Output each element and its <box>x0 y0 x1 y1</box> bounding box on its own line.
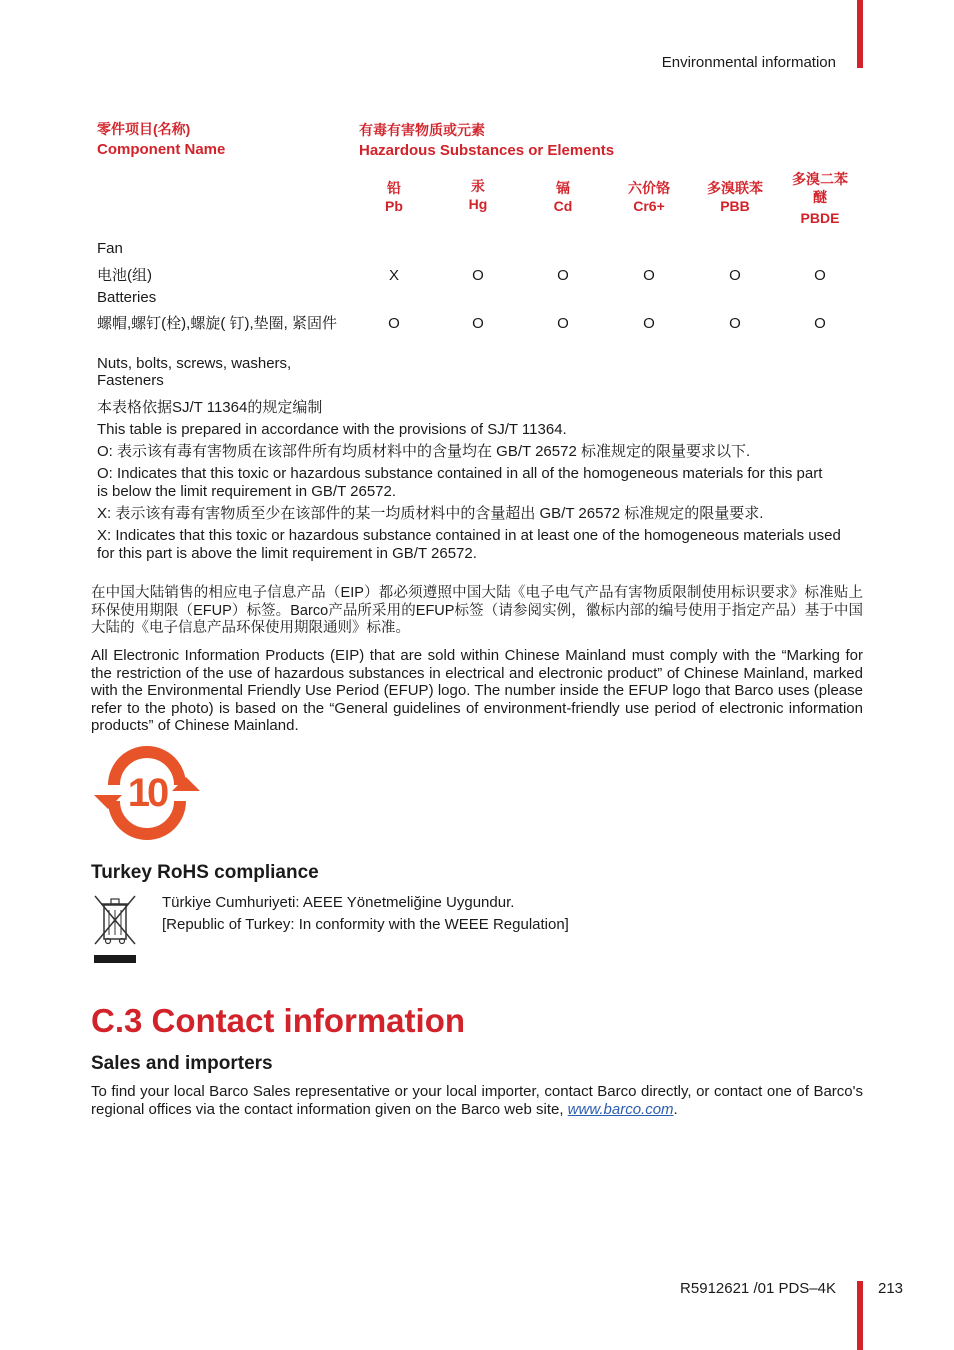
mark-fasteners-pbde: O <box>814 315 826 332</box>
mark-batteries-pb: X <box>388 267 399 284</box>
mark-batteries-cr6: O <box>643 267 655 284</box>
component-header-cn: 零件项目(名称) <box>97 121 191 137</box>
sales-importers-heading: Sales and importers <box>91 1053 273 1074</box>
mark-batteries-pbde: O <box>814 267 826 284</box>
substance-header-cr6: 六价铬 Cr6+ <box>628 180 670 214</box>
mark-batteries-cd: O <box>557 267 569 284</box>
efup-paragraph-cn: 在中国大陆销售的相应电子信息产品（EIP）都必须遵照中国大陆《电子电气产品有害物质限制使用标识要求》标准贴上环保使用期限（EFUP）标签。Barco产品所采用的EFUP标签（请参阅实例，徽标内部的编号使用于指定产品）基于中国大陆的《电子信息产品环保使用期限通则》标准。 <box>91 585 863 636</box>
barco-website-link[interactable]: www.barco.com <box>567 1100 674 1118</box>
contact-paragraph <box>91 1083 863 1118</box>
substance-header-pbde: 多溴二苯醚 PBDE <box>792 171 848 226</box>
note-standard-cn: 本表格依据SJ/T 11364的规定编制 <box>97 399 323 416</box>
mark-fasteners-hg: O <box>472 315 484 332</box>
footer-doc-ref: R5912621 /01 PDS–4K <box>680 1280 836 1297</box>
mark-fasteners-pb: O <box>388 315 400 332</box>
note-o-cn: O: 表示该有毒有害物质在该部件所有均质材料中的含量均在 GB/T 26572 标准规定的限量要求以下. <box>97 443 751 460</box>
note-o-en: O: Indicates that this toxic or hazardous substance contained in all of the homogeneous materials for this part is below the limit requirement in GB/T 26572. <box>97 465 823 500</box>
substances-header-cn: 有毒有害物质或元素 <box>359 122 485 138</box>
row-batteries-label-en: Batteries <box>97 289 157 306</box>
contact-text-end: . <box>673 1100 678 1118</box>
mark-batteries-pbb: O <box>729 267 741 284</box>
efup-logo-number: 10 <box>127 771 167 815</box>
substance-header-pb: 铅 Pb <box>385 180 403 214</box>
substance-header-hg: 汞 Hg <box>468 178 488 212</box>
row-batteries-label-cn: 电池(组) <box>97 267 152 284</box>
turkey-line-1: Türkiye Cumhuriyeti: AEEE Yönetmeliğine Uygundur. <box>162 894 515 911</box>
turkey-rohs-heading: Turkey RoHS compliance <box>91 862 319 883</box>
weee-bin-graphic <box>92 893 138 965</box>
footer-page-number: 213 <box>878 1280 904 1297</box>
substances-header-en: Hazardous Substances or Elements <box>359 142 615 159</box>
turkey-line-2: [Republic of Turkey: In conformity with the WEEE Regulation] <box>162 916 569 933</box>
mark-batteries-hg: O <box>472 267 484 284</box>
efup-logo <box>92 745 202 841</box>
bottom-accent-bar <box>857 1281 863 1350</box>
substance-header-cd: 镉 Cd <box>553 180 573 214</box>
mark-fasteners-cr6: O <box>643 315 655 332</box>
note-standard-en: This table is prepared in accordance with the provisions of SJ/T 11364. <box>97 421 567 438</box>
component-header-en: Component Name <box>97 141 226 158</box>
note-x-cn: X: 表示该有毒有害物质至少在该部件的某一均质材料中的含量超出 GB/T 26572 标准规定的限量要求. <box>97 505 764 522</box>
page-header-title: Environmental information <box>661 54 836 71</box>
substance-header-pbb: 多溴联苯 PBB <box>707 180 763 214</box>
section-title-contact: C.3 Contact information <box>91 1002 466 1039</box>
row-fasteners-label-en: Nuts, bolts, screws, washers, Fasteners <box>97 355 292 389</box>
efup-paragraph-en: All Electronic Information Products (EIP) that are sold within Chinese Mainland must comply with the “Marking for the restriction of the use of hazardous substances in electrical and electronic product” of Chinese Mainland, marked with the Environmental Friendly Use Period (EFUP) logo. The number inside the EFUP logo that Barco uses (please refer to the photo) is based on the “General guidelines of environment-friendly use period of electronic information products” of Chinese Mainland. <box>91 647 863 734</box>
row-fan-label: Fan <box>97 240 123 257</box>
top-accent-bar <box>857 0 863 68</box>
mark-fasteners-cd: O <box>557 315 569 332</box>
row-fasteners-label-cn: 螺帽,螺钉(栓),螺旋( 钉),垫圈, 紧固件 <box>97 315 337 332</box>
mark-fasteners-pbb: O <box>729 315 741 332</box>
contact-text: To find your local Barco Sales representative or your local importer, contact Barco directly, or contact one of Barco's regional offices via the contact information given on the Barco web site, <box>91 1083 863 1118</box>
note-x-en: X: Indicates that this toxic or hazardous substance contained in at least one of the homogeneous materials used for this part is above the limit requirement in GB/T 26572. <box>97 527 841 562</box>
weee-bin-icon <box>92 893 138 965</box>
